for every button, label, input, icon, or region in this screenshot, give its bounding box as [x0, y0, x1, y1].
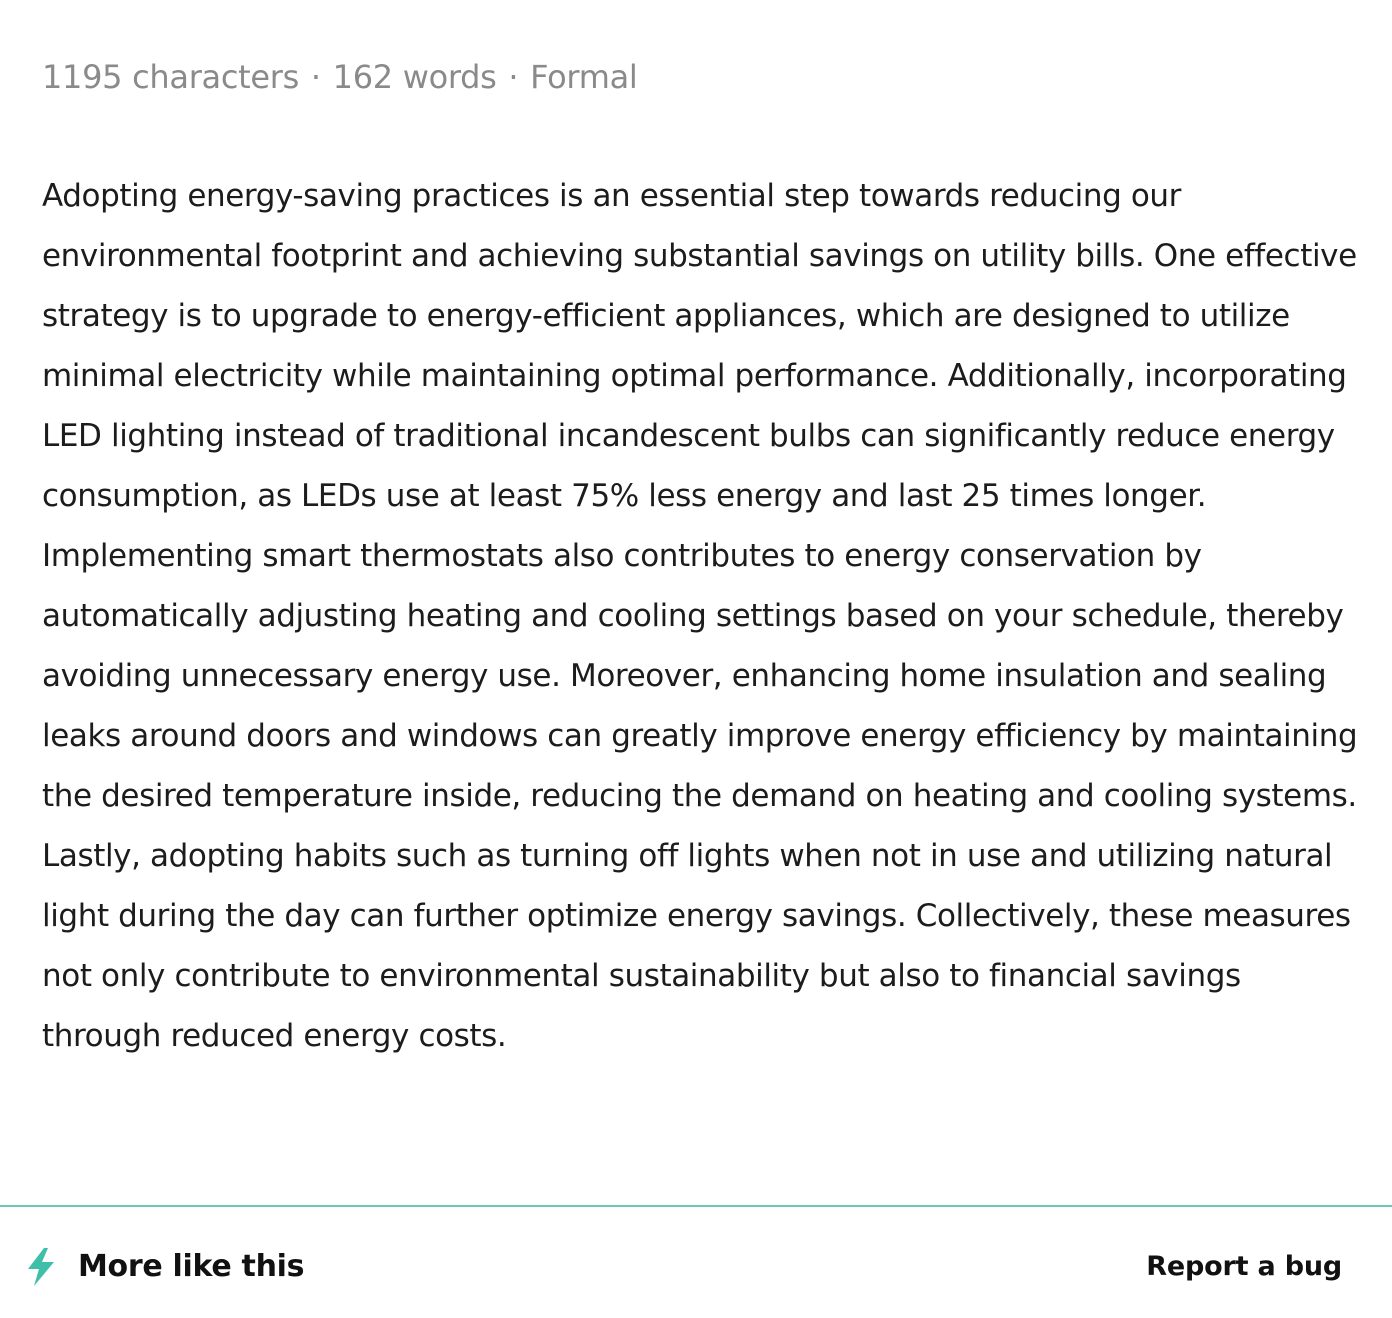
- separator: ·: [508, 58, 519, 96]
- separator: ·: [310, 58, 321, 96]
- more-like-this-button[interactable]: [24, 1247, 304, 1287]
- generated-text: Adopting energy-saving practices is an essential step towards reducing our environmental footprint and achieving substantial savings on utility bills. One effective strategy is to upgrade to energy-efficient appliances, which are designed to utilize minimal electricity while maintaining optimal performance. Additionally, incorporating LED lighting instead of traditional incandescent bulbs can significantly reduce energy consumption, as LEDs use at least 75% less energy and last 25 times longer. Implementing smart thermostats also contributes to energy conservation by automatically adjusting heating and cooling settings based on your schedule, thereby avoiding unnecessary energy use. Moreover, enhancing home insulation and sealing leaks around doors and windows can greatly improve energy efficiency by maintaining the desired temperature inside, reducing the demand on heating and cooling systems. Lastly, adopting habits such as turning off lights when not in use and utilizing natural light during the day can further optimize energy savings. Collectively, these measures not only contribute to environmental sustainability but also to financial savings through reduced energy costs.: [42, 178, 1358, 1054]
- footer-bar: [0, 1207, 1392, 1318]
- word-count: 162 words: [332, 58, 497, 96]
- text-stats: [42, 56, 637, 98]
- tone-label: Formal: [530, 58, 638, 96]
- lightning-bolt-icon: [24, 1247, 58, 1287]
- report-bug-link[interactable]: Report a bug: [1146, 1251, 1342, 1282]
- character-count: 1195 characters: [42, 58, 300, 96]
- more-like-this-label: More like this: [78, 1249, 305, 1284]
